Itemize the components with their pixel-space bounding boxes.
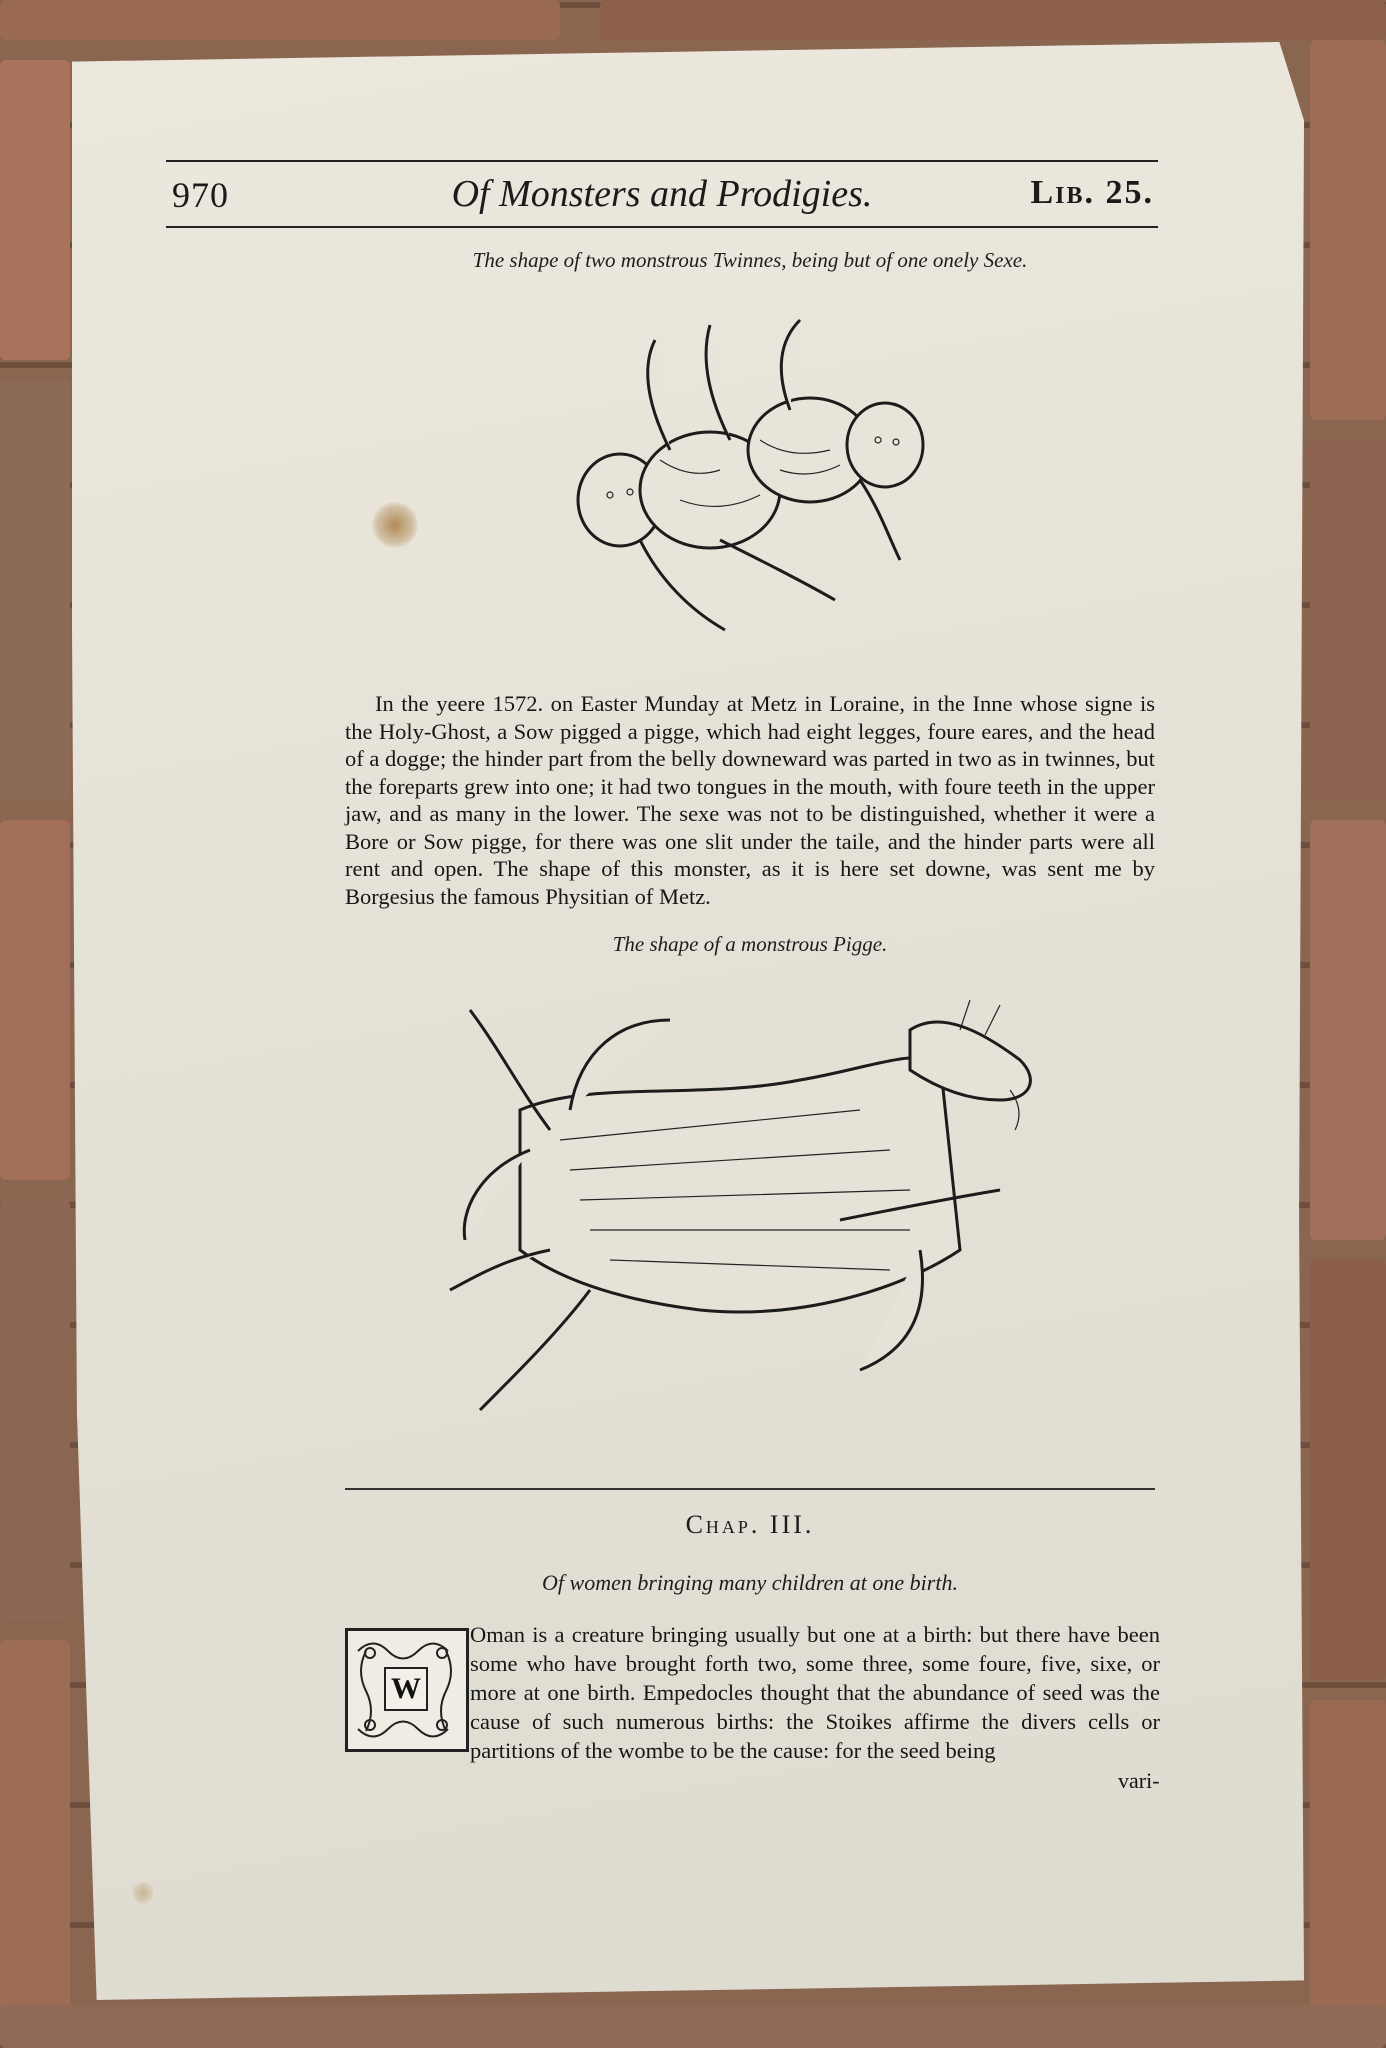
decorated-initial [345, 1628, 469, 1752]
figure-caption-pigge: The shape of a monstrous Pigge. [612, 932, 888, 956]
chapter-heading: Chap. III. [685, 1510, 815, 1539]
paragraph-text: In the yeere 1572. on Easter Munday at Metz in Loraine, in the Inne whose signe is the Holy-Ghost, a Sow pigged a pigge, which had eight legges, foure eares, and the head of a dogge; the hinder part from the belly downeward was parted in two as in twinnes, but the foreparts grew into one; it had two tongues in the mouth, with foure teeth in the upper jaw, and as many in the lower. The sexe was not to be distinguished, whether it were a Bore or Sow pigge, for there was one slit under the taile, and the hinder parts were all rent and open. The shape of this monster, as it is here set downe, was sent me by Borgesius the famous Physitian of Metz. [345, 691, 1155, 909]
running-title: Of Monsters and Prodigies. [451, 173, 873, 215]
chapter-title: Of women bringing many children at one birth. [542, 1570, 958, 1595]
description-paragraph [345, 690, 1155, 910]
chapter-divider [345, 1488, 1155, 1490]
catchword: vari- [1118, 1768, 1160, 1793]
page-header [166, 160, 1158, 228]
chapter-text: Oman is a creature bringing usually but one at a birth: but there have been some who have brought forth two, some three, some foure, five, sixe, or more at one birth. Empedocles thought that the abundance of seed was the cause of such numerous births: the Stoikes affirme the divers cells or partitions of the wombe to be the cause: for the seed being [470, 1622, 1160, 1763]
woodcut-pigge-illustration [440, 990, 1060, 1430]
initial-letter: W [384, 1667, 428, 1711]
figure-caption-twins: The shape of two monstrous Twinnes, being but of one onely Sexe. [472, 248, 1028, 272]
book-number: Lib. 25. [1030, 174, 1154, 211]
page-number: 970 [172, 175, 229, 215]
woodcut-twins-illustration [560, 300, 940, 640]
